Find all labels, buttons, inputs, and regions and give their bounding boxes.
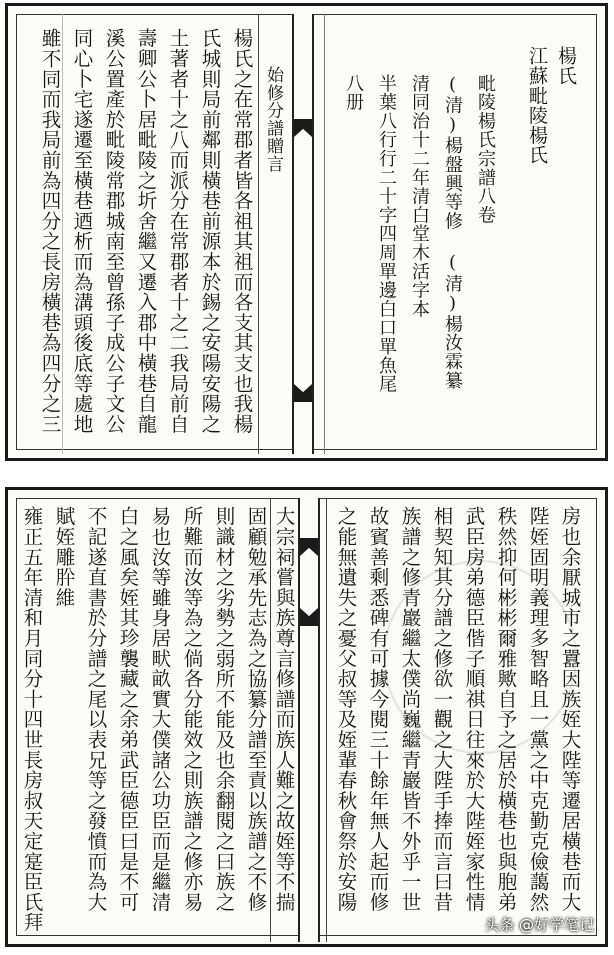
- catalog-format: 半葉八行行二十字四周單邊白口單魚尾: [376, 74, 397, 394]
- text-column: 房也余厭城市之囂因族姪大陛等遷居橫巷而大: [558, 506, 582, 912]
- text-column: 氏城則局前鄰則橫巷前源本於錫之安陽安陽之: [198, 28, 222, 434]
- spine-text-column: 大宗祠嘗與族尊言修譜而族人難之故姪等不揣: [272, 506, 296, 912]
- center-spine: [292, 14, 314, 454]
- text-column: 賦姪雕肸維: [52, 506, 76, 608]
- fish-tail-mark: [294, 384, 312, 402]
- text-column: 壽卿公卜居毗陵之圻舍繼又遷入郡中橫巷自龍: [134, 28, 158, 434]
- column-rule: [62, 14, 63, 454]
- text-column: 族譜之修青巖繼太僕尚巍繼青巖皆不外乎一世: [398, 506, 422, 912]
- text-column: 不記遂直書於分譜之尾以表兄等之發憤而為大: [84, 506, 108, 912]
- text-column: 易也汝等雖身居畎畝實大僕諸公功臣而是繼清: [148, 506, 172, 912]
- center-spine: [298, 498, 320, 942]
- top-page: [5, 3, 608, 461]
- text-column: 同心卜宅遂遷至橫巷迺析而為溝頭後底等處地: [70, 28, 94, 434]
- fish-tail-mark: [294, 119, 312, 137]
- fish-tail-mark: [300, 538, 318, 556]
- text-column: 楊氏之在常郡者皆各祖其祖而各支其支也我楊: [230, 28, 254, 434]
- catalog-region: 江蘇毗陵楊氏: [526, 46, 548, 165]
- text-column: 秩然抑何彬彬爾雅歟自予之居於橫巷也與胞弟: [494, 506, 518, 912]
- text-column: 固顧勉承先志為之協纂分譜至責以族譜之不修: [244, 506, 268, 912]
- text-column: 所難而汝等為之倘各分能效之則族譜之修亦易: [180, 506, 204, 912]
- catalog-book-title: 毗陵楊氏宗譜八卷: [475, 74, 496, 225]
- text-column: 白之風矣姪其珍襲藏之余弟武臣德臣曰是不可: [116, 506, 140, 912]
- text-column: 相契知其分譜之修欲一觀之大陛手捧而言曰昔: [430, 506, 454, 912]
- text-column: 故賓善剩悉碑有可據今閱三十餘年無人起而修: [366, 506, 390, 912]
- text-column: 土著者十之八而派分在常郡者十之二我局前自: [166, 28, 190, 434]
- text-column: 溪公置產於毗陵常郡城南至曾孫子成公子文公: [102, 28, 126, 434]
- text-column: 則識材之劣勢之弱所不能及也余翻閱之曰族之: [212, 506, 236, 912]
- column-rule: [270, 498, 271, 942]
- text-column: 武臣房弟德臣偕子順祺日往來於大陛姪家性情: [462, 506, 486, 912]
- catalog-compilers: (清)楊盤興等修 (清)楊汝霖纂: [442, 74, 463, 390]
- catalog-edition: 清同治十二年清白堂木活字本: [409, 74, 430, 319]
- catalog-surname: 楊氏: [555, 46, 577, 86]
- text-column: 之能無遺失之憂父叔等及姪輩春秋會祭於安陽: [334, 506, 358, 912]
- spine-title: 始修分譜贈言: [263, 66, 283, 173]
- text-column: 陛姪固明義理多智略且一黨之中克勤克儉藹然: [526, 506, 550, 912]
- column-rule: [324, 14, 325, 454]
- text-column: 雖不同而我局前為四分之長房橫巷為四分之三: [38, 28, 62, 434]
- fish-tail-mark: [300, 608, 318, 626]
- column-rule: [258, 14, 259, 454]
- catalog-volumes: 八册: [343, 74, 364, 112]
- column-rule: [326, 498, 327, 942]
- text-column: 雍正五年清和月同分十四世長房叔天定寔臣氏拜: [20, 506, 44, 933]
- bottom-page: [5, 487, 608, 947]
- watermark: 头条 @好学笔记: [484, 916, 594, 934]
